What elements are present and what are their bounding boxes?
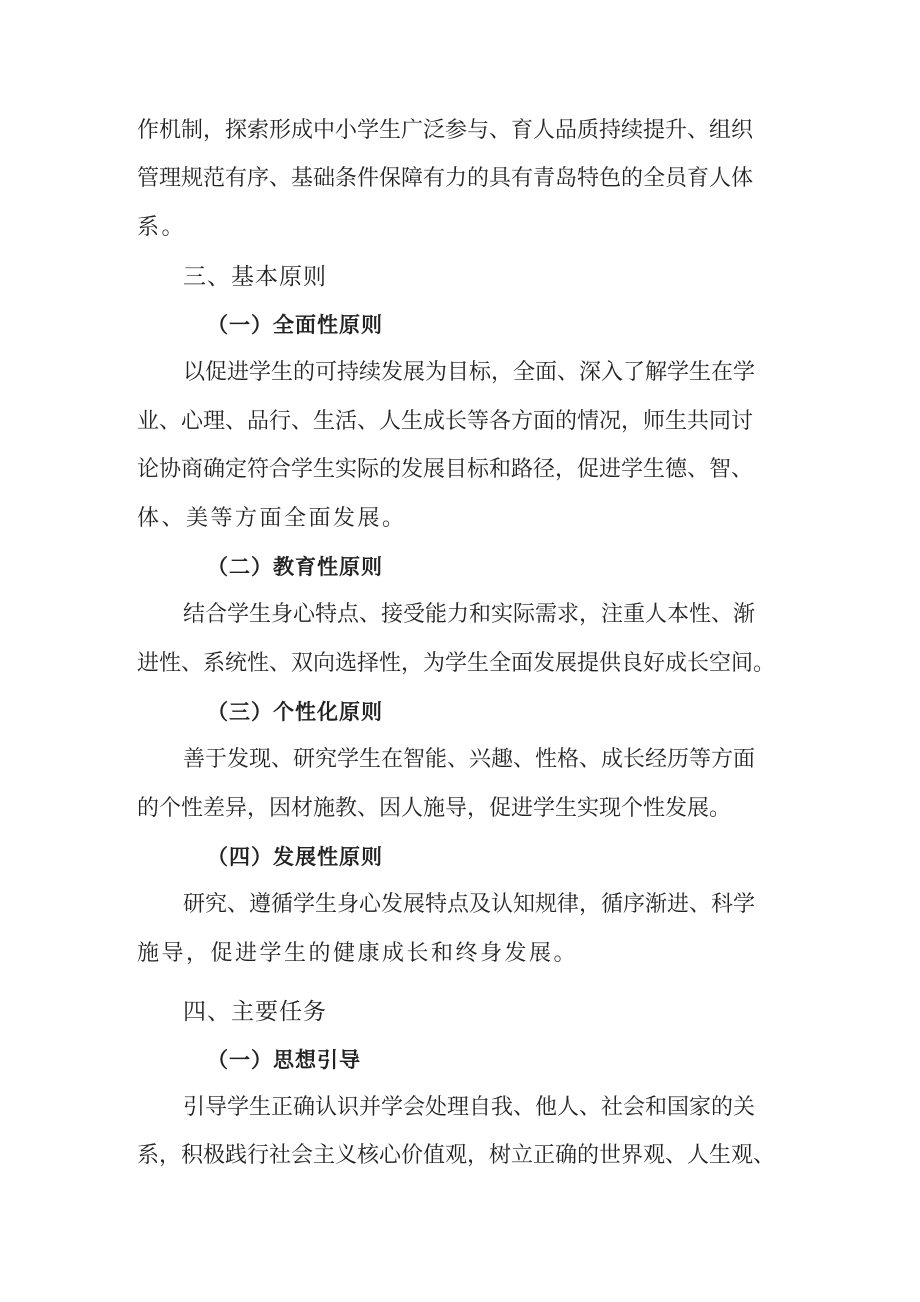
paragraph-line: 进性、系统性、双向选择性，为学生全面发展提供良好成长空间。 bbox=[137, 651, 776, 676]
section-heading-main-tasks: 四、主要任务 bbox=[183, 999, 327, 1025]
paragraph-line: 作机制，探索形成中小学生广泛参与、育人品质持续提升、组织 bbox=[137, 118, 754, 143]
subheading-personalized-principle: （三）个性化原则 bbox=[207, 700, 383, 724]
paragraph-line: 的个性差异，因材施教、因人施导，促进学生实现个性发展。 bbox=[137, 796, 732, 821]
paragraph-line: 施导，促进学生的健康成长和终身发展。 bbox=[137, 941, 579, 966]
subheading-educational-principle: （二）教育性原则 bbox=[207, 555, 383, 579]
paragraph-line: 研究、遵循学生身心发展特点及认知规律，循序渐进、科学 bbox=[183, 892, 756, 917]
paragraph-line: 体、美等方面全面发展。 bbox=[137, 506, 407, 531]
section-heading-principles: 三、基本原则 bbox=[183, 264, 327, 290]
paragraph-line: 业、心理、品行、生活、人生成长等各方面的情况，师生共同讨 bbox=[137, 409, 754, 434]
subheading-developmental-principle: （四）发展性原则 bbox=[207, 845, 383, 869]
paragraph-line: 结合学生身心特点、接受能力和实际需求，注重人本性、渐 bbox=[183, 602, 756, 627]
paragraph-line: 以促进学生的可持续发展为目标，全面、深入了解学生在学 bbox=[183, 360, 756, 385]
subheading-ideological-guidance: （一）思想引导 bbox=[207, 1048, 361, 1072]
paragraph-line: 论协商确定符合学生实际的发展目标和路径，促进学生德、智、 bbox=[137, 457, 754, 482]
paragraph-line: 系，积极践行社会主义核心价值观，树立正确的世界观、人生观、 bbox=[137, 1143, 776, 1168]
subheading-comprehensive-principle: （一）全面性原则 bbox=[207, 313, 383, 337]
paragraph-line: 善于发现、研究学生在智能、兴趣、性格、成长经历等方面 bbox=[183, 747, 756, 772]
paragraph-line: 管理规范有序、基础条件保障有力的具有青岛特色的全员育人体 bbox=[137, 166, 754, 191]
paragraph-line: 系。 bbox=[137, 215, 187, 240]
paragraph-line: 引导学生正确认识并学会处理自我、他人、社会和国家的关 bbox=[183, 1095, 756, 1120]
